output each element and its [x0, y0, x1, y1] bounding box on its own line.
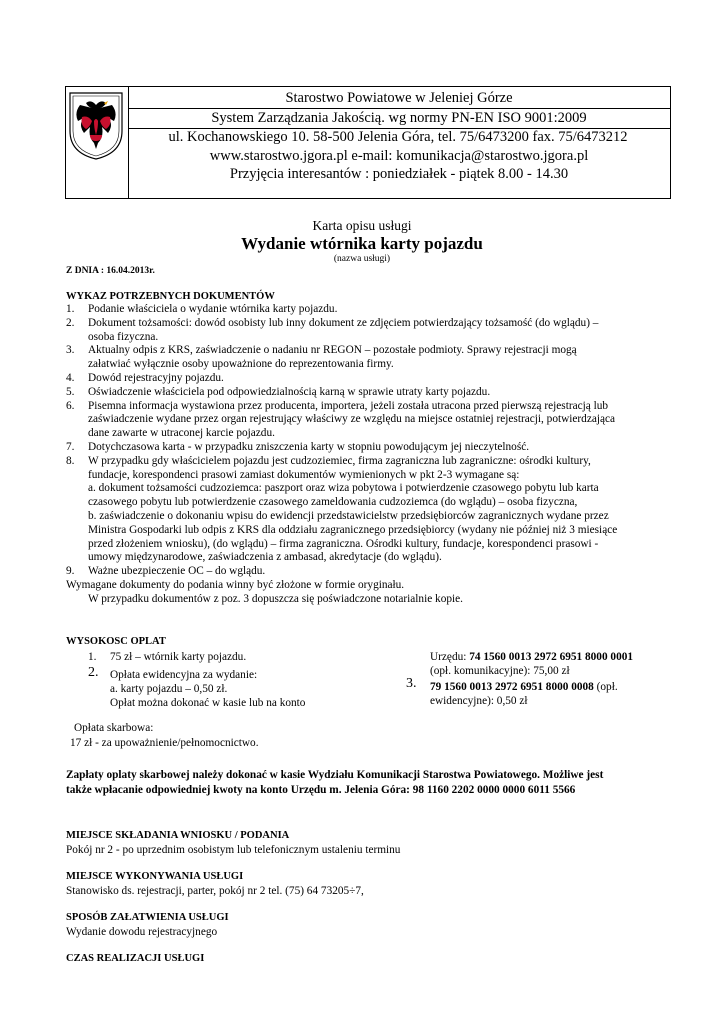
section-text-submission: Pokój nr 2 - po uprzednim osobistym lub telefonicznym ustaleniu terminu: [66, 844, 401, 856]
document-item-number: 7.: [66, 440, 75, 453]
fee-account-line-3: [430, 680, 618, 694]
document-item-line: osoba fizyczna.: [88, 330, 159, 343]
document-item-line: W przypadku gdy właścicielem pojazdu jest cudzoziemiec, firma zagraniczna lub zagraniczne: ośrodki kultury,: [88, 454, 591, 467]
document-item-line: Aktualny odpis z KRS, zaświadczenie o nadaniu nr REGON – pozostałe podmioty. Sprawy rejestracji mogą: [88, 344, 577, 357]
document-item-number: 8.: [66, 454, 75, 467]
section-heading-location: MIEJSCE WYKONYWANIA USŁUGI: [66, 871, 244, 882]
document-item: [66, 400, 666, 441]
header-office-hours: Przyjęcia interesantów : poniedziałek - piątek 8.00 - 14.30: [229, 166, 569, 182]
document-item: [66, 303, 666, 317]
document-item: [66, 372, 666, 386]
fee-payment-method: Opłat można dokonać w kasie lub na konto: [110, 697, 306, 709]
document-item-line: Ważne ubezpieczenie OC – do wglądu.: [88, 565, 266, 578]
document-item-number: 9.: [66, 565, 75, 578]
documents-list: [66, 303, 666, 607]
documents-heading: WYKAZ POTRZEBNYCH DOKUMENTÓW: [66, 291, 275, 302]
document-item: [66, 565, 666, 579]
stamp-duty-value: 17 zł - za upoważnienie/pełnomocnictwo.: [70, 737, 259, 749]
document-item-line: Pisemna informacja wystawiona przez producenta, importera, jeżeli została utracona przed pierwszą rejestracją lub: [88, 399, 609, 412]
document-item-line: fundacje, korespondenci prasowi zamiast dokumentów wymienionych w pkt 2-3 wymagane są:: [88, 468, 520, 481]
payment-note-line-2: także wpłacanie odpowiedniej kwoty na konto Urzędu m. Jelenia Góra: 98 1160 2202 0000 0000 6011 5566: [66, 784, 576, 796]
fee-account-prefix: Urzędu:: [430, 651, 470, 663]
section-text-method: Wydanie dowodu rejestracyjnego: [66, 926, 218, 938]
eagle-crest-icon: [68, 91, 124, 161]
documents-note-copies: W przypadku dokumentów z poz. 3 dopuszcza się poświadczone notarialnie kopie.: [88, 592, 463, 605]
document-item-line: Oświadczenie właściciela pod odpowiedzialnością karną w sprawie utraty karty pojazdu.: [88, 385, 491, 398]
communication-account-number: 74 1560 0013 2972 6951 8000 0001: [469, 651, 634, 663]
document-item-line: dane zawarte w utraconej karcie pojazdu.: [88, 427, 275, 440]
document-date: Z DNIA : 16.04.2013r.: [66, 266, 155, 276]
fee-item-registration: Opłata ewidencyjna za wydanie:: [110, 669, 258, 681]
header-office-name: Starostwo Powiatowe w Jeleniej Górze: [128, 89, 670, 109]
card-kicker: Karta opisu usługi: [312, 218, 412, 233]
document-item-line: b. zaświadczenie o dokonaniu wpisu do ewidencji przedstawicielstw przedsiębiorców zagranicznych wydane przez: [88, 509, 609, 522]
section-heading-time: CZAS REALIZACJI USŁUGI: [66, 953, 205, 964]
service-title-note: (nazwa usługi): [333, 254, 391, 264]
document-item-line: Podanie właściciela o wydanie wtórnika karty pojazdu.: [88, 303, 338, 315]
crest-cell: [66, 87, 129, 198]
section-heading-submission: MIEJSCE SKŁADANIA WNIOSKU / PODANIA: [66, 830, 290, 841]
document-item-number: 1.: [66, 303, 75, 315]
document-item-line: zaświadczenie wydane przez organ rejestrujący właściwy ze względu na miejsce ostatniej rejestracji, potwierdzająca: [88, 413, 616, 426]
letterhead: [65, 86, 671, 199]
stamp-duty-label: Opłata skarbowa:: [74, 722, 154, 734]
document-item-line: umowy międzynarodowe, zaświadczenia z ambasad, akredytacje (do wglądu).: [88, 551, 442, 564]
document-item-line: Dotychczasowa karta - w przypadku zniszczenia karty w stopniu powodującym jej nieczytelność.: [88, 440, 530, 453]
fees-heading: WYSOKOSC OPLAT: [66, 636, 166, 647]
registration-account-number: 79 1560 0013 2972 6951 8000 0008: [430, 681, 594, 693]
fee-item-duplicate: 75 zł – wtórnik karty pojazdu.: [110, 651, 247, 663]
fee-account-line-2: (opł. komunikacyjne): 75,00 zł: [430, 665, 570, 677]
document-item-number: 2.: [66, 316, 75, 329]
header-quality-system: System Zarządzania Jakością. wg normy PN-EN ISO 9001:2009: [128, 109, 670, 129]
document-item-number: 5.: [66, 385, 75, 398]
document-item: [66, 317, 666, 345]
document-item-line: Ministra Gospodarki lub odpis z KRS dla oddziału zagranicznego przedsiębiorcy (wydany nie później niż 3 miesiące: [88, 523, 618, 536]
document-item-line: Dokument tożsamości: dowód osobisty lub inny dokument ze zdjęciem potwierdzający tożsamość (do wglądu) –: [88, 316, 599, 329]
document-item-line: a. dokument tożsamości cudzoziemca: paszport oraz wiza pobytowa i potwierdzenie czasowego pobytu lub karta: [88, 482, 599, 495]
document-item: [66, 386, 666, 400]
fee-account-line-4: ewidencyjne): 0,50 zł: [430, 695, 528, 707]
document-item: [66, 455, 666, 565]
documents-note-originals: Wymagane dokumenty do podania winny być złożone w formie oryginału.: [66, 578, 405, 591]
header-address: ul. Kochanowskiego 10. 58-500 Jelenia Góra, tel. 75/6473200 fax. 75/6473212: [168, 129, 628, 145]
fee-item-registration-card: a. karty pojazdu – 0,50 zł.: [110, 683, 228, 695]
document-item: [66, 441, 666, 455]
section-text-location: Stanowisko ds. rejestracji, parter, pokój nr 2 tel. (75) 64 73205÷7,: [66, 885, 364, 897]
document-item-number: 4.: [66, 371, 75, 384]
fee-item-number: 1.: [88, 651, 97, 663]
document-item-line: Dowód rejestracyjny pojazdu.: [88, 371, 224, 384]
document-item-line: załatwiać wyłącznie osoby upoważnione do reprezentowania firmy.: [88, 358, 394, 371]
service-title: Wydanie wtórnika karty pojazdu: [241, 234, 483, 253]
header-web-email: www.starostwo.jgora.pl e-mail: komunikacja@starostwo.jgora.pl: [209, 148, 589, 164]
document-item-line: przed złożeniem wniosku), (do wglądu) – firma zagraniczna. Ośrodki kultury, fundacje, korespondenci prasowi -: [88, 537, 599, 550]
fee-item-number: 2.: [88, 665, 99, 680]
document-item-line: czasowego pobytu lub potwierdzenie czasowego zameldowania cudzoziemca (do wglądu) – osoba fizyczna,: [88, 496, 578, 509]
fee-account-line-1: [430, 650, 633, 664]
section-heading-method: SPOSÓB ZAŁATWIENIA USŁUGI: [66, 912, 229, 923]
document-item: [66, 344, 666, 372]
fee-item-number: 3.: [406, 676, 417, 691]
document-item-number: 6.: [66, 399, 75, 412]
payment-note-line-1: Zapłaty oplaty skarbowej należy dokonać w kasie Wydziału Komunikacji Starostwa Powiatowego. Możliwe jest: [66, 769, 604, 781]
fee-account-suffix: (opł.: [593, 681, 618, 693]
document-item-number: 3.: [66, 344, 75, 357]
